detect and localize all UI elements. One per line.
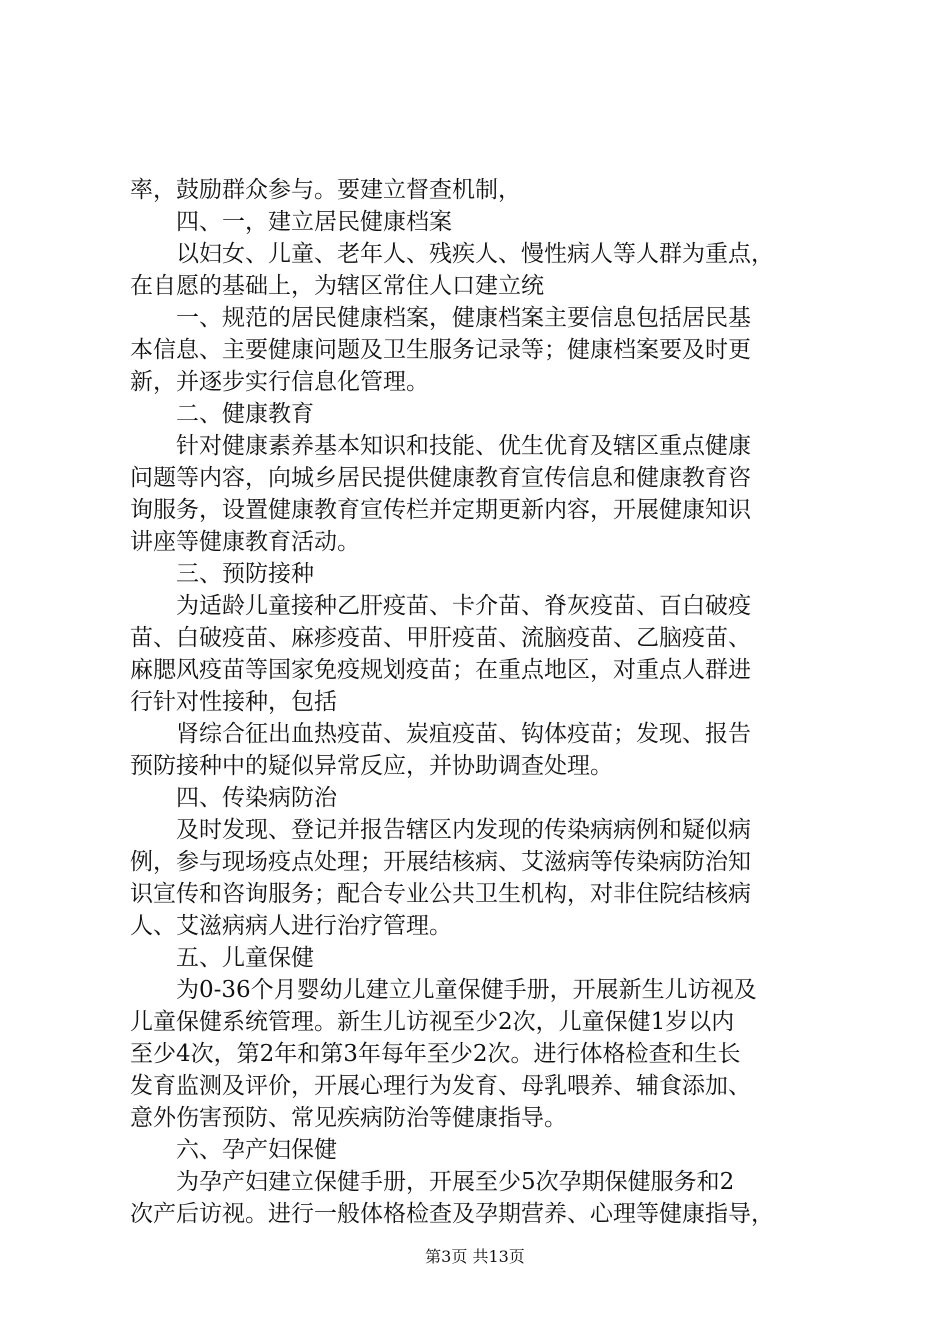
text-line: 在自愿的基础上，为辖区常住人口建立统 xyxy=(130,273,544,299)
text-line: 发育监测及评价，开展心理行为发育、母乳喂养、辅食添加、 xyxy=(130,1073,751,1099)
text-line: 针对健康素养基本知识和技能、优生优育及辖区重点健康 xyxy=(176,433,751,459)
text-line: 例，参与现场疫点处理；开展结核病、艾滋病等传染病防治知 xyxy=(130,849,751,875)
text-line: 麻腮风疫苗等国家免疫规划疫苗；在重点地区，对重点人群进 xyxy=(130,657,751,683)
section-heading: 四、传染病防治 xyxy=(176,785,337,811)
text-line: 率，鼓励群众参与。要建立督查机制， xyxy=(130,177,521,203)
text-line: 本信息、主要健康问题及卫生服务记录等；健康档案要及时更 xyxy=(130,337,751,363)
document-body xyxy=(130,174,842,1230)
text-line: 意外伤害预防、常见疾病防治等健康指导。 xyxy=(130,1105,567,1131)
text-line: 人、艾滋病病人进行治疗管理。 xyxy=(130,913,452,939)
section-heading: 二、健康教育 xyxy=(176,401,314,427)
text-line: 行针对性接种，包括 xyxy=(130,689,337,715)
section-heading: 六、孕产妇保健 xyxy=(176,1137,337,1163)
text-line: 次产后访视。进行一般体格检查及孕期营养、心理等健康指导， xyxy=(130,1201,774,1227)
text-line: 预防接种中的疑似异常反应，并协助调查处理。 xyxy=(130,753,613,779)
text-line: 询服务，设置健康教育宣传栏并定期更新内容，开展健康知识 xyxy=(130,497,751,523)
text-line: 为适龄儿童接种乙肝疫苗、卡介苗、脊灰疫苗、百白破疫 xyxy=(176,593,751,619)
section-heading: 五、儿童保健 xyxy=(176,945,314,971)
text-line: 以妇女、儿童、老年人、残疾人、慢性病人等人群为重点， xyxy=(176,241,774,267)
text-line: 为孕产妇建立保健手册，开展至少5次孕期保健服务和2 xyxy=(176,1169,735,1195)
text-line: 识宣传和咨询服务；配合专业公共卫生机构，对非住院结核病 xyxy=(130,881,751,907)
text-line: 一、规范的居民健康档案，健康档案主要信息包括居民基 xyxy=(176,305,751,331)
text-line: 苗、白破疫苗、麻疹疫苗、甲肝疫苗、流脑疫苗、乙脑疫苗、 xyxy=(130,625,751,651)
text-line: 儿童保健系统管理。新生儿访视至少2次，儿童保健1岁以内 xyxy=(130,1009,735,1035)
text-line: 讲座等健康教育活动。 xyxy=(130,529,360,555)
text-line: 肾综合征出血热疫苗、炭疽疫苗、钩体疫苗；发现、报告 xyxy=(176,721,751,747)
text-line: 至少4次，第2年和第3年每年至少2次。进行体格检查和生长 xyxy=(130,1041,741,1067)
section-heading: 三、预防接种 xyxy=(176,561,314,587)
page-footer: 第3页 共13页 xyxy=(425,1247,525,1266)
text-line: 为0-36个月婴幼儿建立儿童保健手册，开展新生儿访视及 xyxy=(176,977,757,1003)
text-line: 新，并逐步实行信息化管理。 xyxy=(130,369,429,395)
section-heading: 四、一，建立居民健康档案 xyxy=(176,209,452,235)
text-line: 及时发现、登记并报告辖区内发现的传染病病例和疑似病 xyxy=(176,817,751,843)
text-line: 问题等内容，向城乡居民提供健康教育宣传信息和健康教育咨 xyxy=(130,465,751,491)
